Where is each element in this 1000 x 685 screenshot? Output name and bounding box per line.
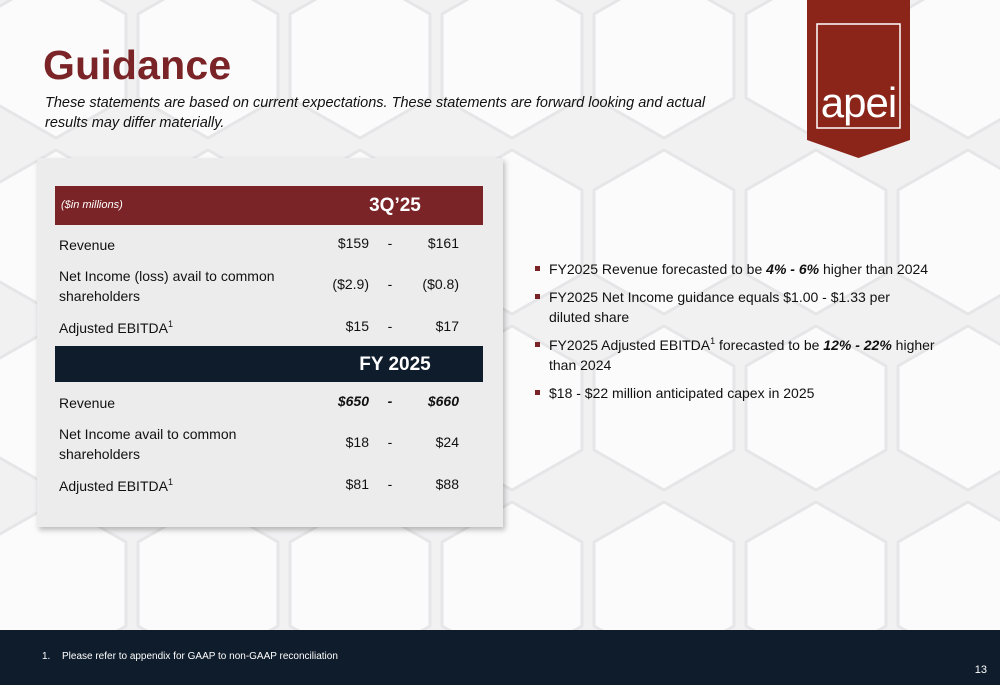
row-separator: - (387, 235, 393, 251)
row-high: $660 (427, 393, 459, 409)
footnote-text: Please refer to appendix for GAAP to non-GAAP reconciliation (62, 651, 338, 662)
row-separator: - (387, 393, 393, 409)
quarter-header (55, 186, 483, 225)
row-high: $88 (435, 476, 459, 492)
footnote-number: 1. (42, 651, 51, 662)
footnote-ref: 1 (167, 477, 173, 487)
row-separator: - (387, 434, 393, 450)
row-high: $17 (435, 318, 459, 334)
footnote (42, 651, 338, 662)
footer-bar (0, 630, 1000, 685)
row-high: $24 (435, 434, 459, 450)
units-note: ($in millions) (61, 199, 123, 211)
footnote-ref: 1 (710, 336, 716, 346)
row-high: $161 (427, 235, 459, 251)
list-item: $18 - $22 million anticipated capex in 2025 (535, 383, 935, 403)
page-title: Guidance (43, 42, 232, 88)
row-low: $650 (337, 393, 369, 409)
row-low: $81 (345, 476, 369, 492)
page-number: 13 (974, 664, 987, 676)
list-item: FY2025 Adjusted EBITDA$^1$ forecasted to be 12% - 22% higher than 2024 (535, 335, 935, 375)
bullet-square-icon (535, 342, 540, 347)
quarter-period-label: 3Q’25 (369, 195, 421, 216)
row-label: Net Income avail to common shareholders (59, 426, 237, 462)
fiscal-year-header (55, 346, 483, 382)
row-label: Revenue (59, 237, 116, 253)
row-low: $159 (337, 235, 369, 251)
bullet-square-icon (535, 266, 540, 271)
row-label: Adjusted EBITDA$^1$ (59, 319, 173, 336)
row-label: Adjusted EBITDA$^1$ (59, 477, 173, 494)
bullet-square-icon (535, 390, 540, 395)
row-low: $18 (345, 434, 369, 450)
guidance-bullet-list (535, 259, 935, 411)
list-item: FY2025 Net Income guidance equals $1.00 - $1.33 per diluted share (535, 287, 935, 327)
footnote-ref: 1 (167, 319, 173, 329)
row-low: $15 (345, 318, 369, 334)
row-label: Net Income (loss) avail to common shareholders (59, 268, 275, 304)
disclaimer-subtitle: These statements are based on current expectations. These statements are forward looking and actual results may differ materially. (45, 95, 706, 131)
bullet-square-icon (535, 294, 540, 299)
row-separator: - (387, 318, 393, 334)
row-separator: - (387, 276, 393, 292)
row-label: Revenue (59, 395, 116, 411)
row-low: ($2.9) (332, 276, 369, 292)
logo-text: apei (820, 79, 897, 126)
fiscal-year-period-label: FY 2025 (359, 354, 431, 375)
list-item: FY2025 Revenue forecasted to be 4% - 6% higher than 2024 (535, 259, 935, 279)
row-high: ($0.8) (422, 276, 459, 292)
row-separator: - (387, 476, 393, 492)
